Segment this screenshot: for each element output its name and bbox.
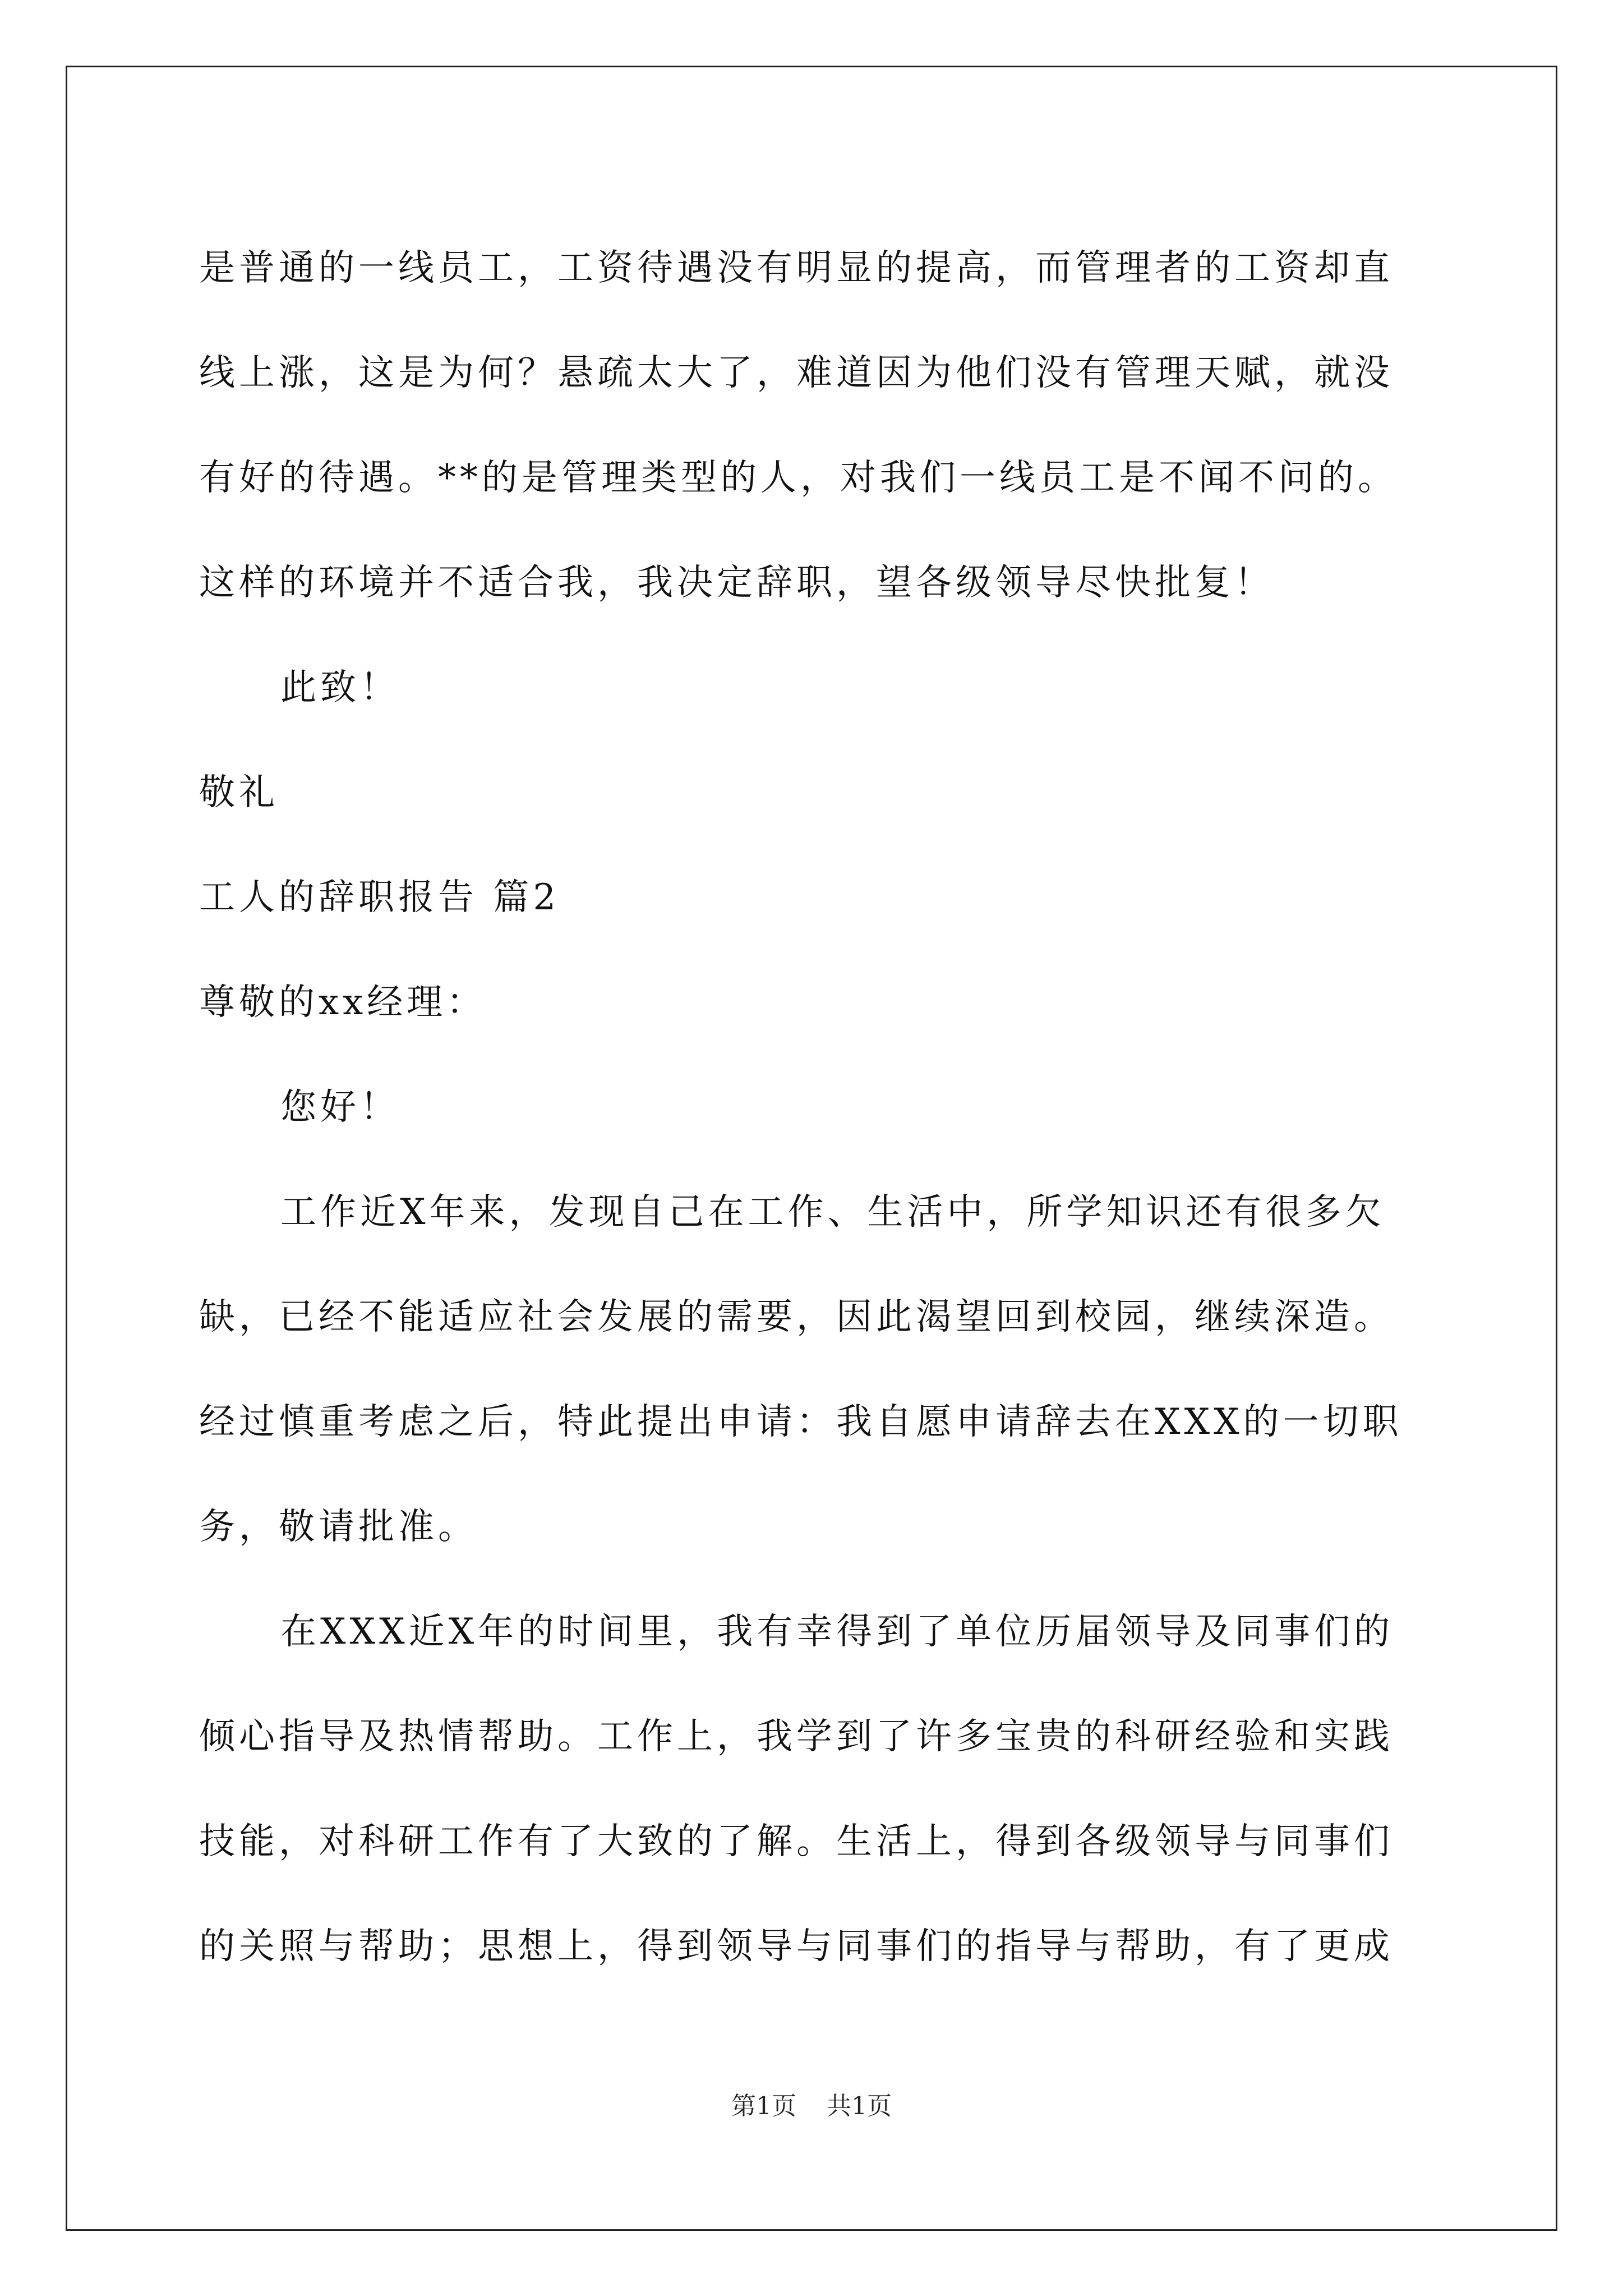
section-heading: 工人的辞职报告 篇2 [199, 877, 560, 918]
text-line: 在XXX近X年的时间里，我有幸得到了单位历届领导及同事们的 [280, 1611, 1394, 1653]
letter-greeting: 您好！ [280, 1087, 400, 1128]
page-footer [0, 2090, 1623, 2123]
text-line: 技能，对科研工作有了大致的了解。生活上，得到各级领导与同事们 [199, 1821, 1394, 1862]
text-line: 务，敬请批准。 [199, 1506, 478, 1548]
closing-salutation: 此致！ [280, 667, 400, 708]
text-line: 这样的环境并不适合我，我决定辞职，望各级领导尽快批复！ [199, 562, 1274, 604]
text-line: 的关照与帮助；思想上，得到领导与同事们的指导与帮助，有了更成 [199, 1926, 1394, 1967]
text-line: 工作近X年来，发现自己在工作、生活中，所学知识还有很多欠 [280, 1191, 1385, 1233]
text-line: 缺，已经不能适应社会发展的需要，因此渴望回到校园，继续深造。 [199, 1296, 1394, 1338]
text-line: 是普通的一线员工，工资待遇没有明显的提高，而管理者的工资却直 [199, 247, 1394, 289]
page-number-total: 共1页 [827, 2092, 892, 2120]
page-number-current: 第1页 [731, 2092, 796, 2120]
text-line: 倾心指导及热情帮助。工作上，我学到了许多宝贵的科研经验和实践 [199, 1716, 1394, 1757]
letter-addressee: 尊敬的xx经理： [199, 982, 487, 1023]
text-line: 线上涨，这是为何？悬疏太大了，难道因为他们没有管理天赋，就没 [199, 352, 1394, 394]
document-body [199, 216, 1436, 1999]
text-line: 有好的待遇。**的是管理类型的人，对我们一线员工是不闻不问的。 [199, 457, 1398, 499]
text-line: 经过慎重考虑之后，特此提出申请：我自愿申请辞去在XXX的一切职 [199, 1401, 1403, 1443]
closing-regards: 敬礼 [199, 772, 279, 813]
